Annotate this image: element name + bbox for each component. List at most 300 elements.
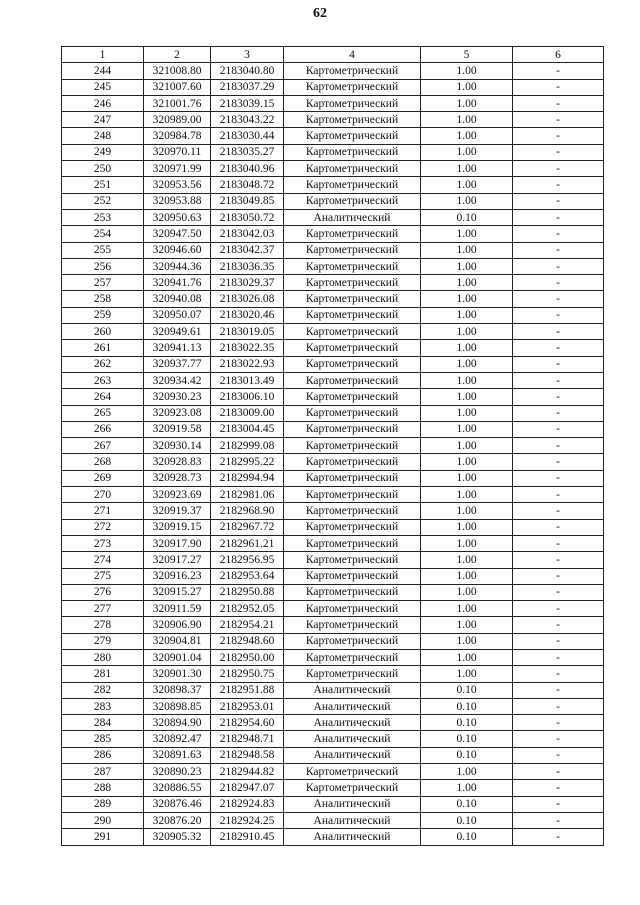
note-cell: -	[513, 535, 604, 551]
x-coordinate-cell: 320984.78	[144, 128, 211, 144]
x-coordinate-cell: 320876.46	[144, 796, 211, 812]
accuracy-cell: 1.00	[421, 275, 513, 291]
x-coordinate-cell: 320928.73	[144, 470, 211, 486]
point-number-cell: 285	[62, 731, 144, 747]
method-cell: Картометрический	[284, 438, 421, 454]
method-cell: Картометрический	[284, 258, 421, 274]
y-coordinate-cell: 2183043.22	[211, 112, 284, 128]
table-row	[62, 307, 604, 323]
table-row	[62, 617, 604, 633]
table-row	[62, 340, 604, 356]
point-number-cell: 273	[62, 535, 144, 551]
note-cell: -	[513, 421, 604, 437]
accuracy-cell: 0.10	[421, 796, 513, 812]
y-coordinate-cell: 2182924.25	[211, 812, 284, 828]
column-header-6: 6	[513, 47, 604, 63]
y-coordinate-cell: 2182954.60	[211, 715, 284, 731]
method-cell: Картометрический	[284, 421, 421, 437]
accuracy-cell: 1.00	[421, 780, 513, 796]
note-cell: -	[513, 568, 604, 584]
x-coordinate-cell: 320898.85	[144, 698, 211, 714]
table-row	[62, 829, 604, 845]
y-coordinate-cell: 2183050.72	[211, 209, 284, 225]
note-cell: -	[513, 454, 604, 470]
y-coordinate-cell: 2182951.88	[211, 682, 284, 698]
y-coordinate-cell: 2182953.64	[211, 568, 284, 584]
point-number-cell: 276	[62, 584, 144, 600]
y-coordinate-cell: 2182967.72	[211, 519, 284, 535]
x-coordinate-cell: 320950.07	[144, 307, 211, 323]
x-coordinate-cell: 320898.37	[144, 682, 211, 698]
method-cell: Картометрический	[284, 470, 421, 486]
method-cell: Картометрический	[284, 193, 421, 209]
table-row	[62, 519, 604, 535]
accuracy-cell: 0.10	[421, 812, 513, 828]
table-row	[62, 487, 604, 503]
point-number-cell: 291	[62, 829, 144, 845]
table-row	[62, 796, 604, 812]
note-cell: -	[513, 128, 604, 144]
point-number-cell: 266	[62, 421, 144, 437]
method-cell: Картометрический	[284, 79, 421, 95]
x-coordinate-cell: 320949.61	[144, 324, 211, 340]
note-cell: -	[513, 470, 604, 486]
x-coordinate-cell: 320905.32	[144, 829, 211, 845]
table-row	[62, 112, 604, 128]
y-coordinate-cell: 2183040.80	[211, 63, 284, 79]
y-coordinate-cell: 2182981.06	[211, 487, 284, 503]
note-cell: -	[513, 812, 604, 828]
note-cell: -	[513, 112, 604, 128]
note-cell: -	[513, 144, 604, 160]
method-cell: Картометрический	[284, 617, 421, 633]
table-row	[62, 389, 604, 405]
point-number-cell: 282	[62, 682, 144, 698]
point-number-cell: 287	[62, 764, 144, 780]
point-number-cell: 262	[62, 356, 144, 372]
accuracy-cell: 1.00	[421, 307, 513, 323]
note-cell: -	[513, 649, 604, 665]
accuracy-cell: 0.10	[421, 747, 513, 763]
method-cell: Картометрический	[284, 487, 421, 503]
note-cell: -	[513, 177, 604, 193]
accuracy-cell: 1.00	[421, 552, 513, 568]
y-coordinate-cell: 2182956.95	[211, 552, 284, 568]
table-row	[62, 291, 604, 307]
table-row	[62, 535, 604, 551]
table-row	[62, 193, 604, 209]
note-cell: -	[513, 372, 604, 388]
note-cell: -	[513, 764, 604, 780]
y-coordinate-cell: 2183004.45	[211, 421, 284, 437]
y-coordinate-cell: 2182948.58	[211, 747, 284, 763]
method-cell: Картометрический	[284, 568, 421, 584]
y-coordinate-cell: 2182950.00	[211, 649, 284, 665]
y-coordinate-cell: 2183037.29	[211, 79, 284, 95]
column-header-4: 4	[284, 47, 421, 63]
note-cell: -	[513, 438, 604, 454]
method-cell: Картометрический	[284, 584, 421, 600]
table-row	[62, 649, 604, 665]
x-coordinate-cell: 320930.23	[144, 389, 211, 405]
y-coordinate-cell: 2183042.03	[211, 226, 284, 242]
table-row	[62, 258, 604, 274]
accuracy-cell: 1.00	[421, 242, 513, 258]
x-coordinate-cell: 320941.13	[144, 340, 211, 356]
accuracy-cell: 1.00	[421, 161, 513, 177]
table-row	[62, 438, 604, 454]
method-cell: Картометрический	[284, 633, 421, 649]
y-coordinate-cell: 2182961.21	[211, 535, 284, 551]
y-coordinate-cell: 2183013.49	[211, 372, 284, 388]
y-coordinate-cell: 2183020.46	[211, 307, 284, 323]
point-number-cell: 277	[62, 601, 144, 617]
x-coordinate-cell: 320950.63	[144, 209, 211, 225]
x-coordinate-cell: 320901.30	[144, 666, 211, 682]
y-coordinate-cell: 2182910.45	[211, 829, 284, 845]
x-coordinate-cell: 320946.60	[144, 242, 211, 258]
accuracy-cell: 1.00	[421, 649, 513, 665]
point-number-cell: 263	[62, 372, 144, 388]
method-cell: Аналитический	[284, 796, 421, 812]
note-cell: -	[513, 617, 604, 633]
x-coordinate-cell: 321001.76	[144, 95, 211, 111]
point-number-cell: 280	[62, 649, 144, 665]
note-cell: -	[513, 209, 604, 225]
point-number-cell: 253	[62, 209, 144, 225]
table-row	[62, 552, 604, 568]
method-cell: Картометрический	[284, 275, 421, 291]
point-number-cell: 258	[62, 291, 144, 307]
point-number-cell: 259	[62, 307, 144, 323]
method-cell: Картометрический	[284, 63, 421, 79]
accuracy-cell: 1.00	[421, 324, 513, 340]
x-coordinate-cell: 320923.69	[144, 487, 211, 503]
table-row	[62, 144, 604, 160]
note-cell: -	[513, 389, 604, 405]
point-number-cell: 260	[62, 324, 144, 340]
method-cell: Картометрический	[284, 340, 421, 356]
note-cell: -	[513, 666, 604, 682]
point-number-cell: 257	[62, 275, 144, 291]
note-cell: -	[513, 324, 604, 340]
table-row	[62, 63, 604, 79]
x-coordinate-cell: 320911.59	[144, 601, 211, 617]
point-number-cell: 272	[62, 519, 144, 535]
accuracy-cell: 1.00	[421, 519, 513, 535]
table-row	[62, 209, 604, 225]
note-cell: -	[513, 356, 604, 372]
method-cell: Картометрический	[284, 601, 421, 617]
point-number-cell: 246	[62, 95, 144, 111]
accuracy-cell: 1.00	[421, 95, 513, 111]
accuracy-cell: 1.00	[421, 617, 513, 633]
x-coordinate-cell: 320947.50	[144, 226, 211, 242]
note-cell: -	[513, 682, 604, 698]
method-cell: Картометрический	[284, 519, 421, 535]
x-coordinate-cell: 320890.23	[144, 764, 211, 780]
accuracy-cell: 1.00	[421, 112, 513, 128]
table-row	[62, 666, 604, 682]
note-cell: -	[513, 405, 604, 421]
method-cell: Картометрический	[284, 552, 421, 568]
method-cell: Картометрический	[284, 144, 421, 160]
x-coordinate-cell: 320891.63	[144, 747, 211, 763]
y-coordinate-cell: 2182947.07	[211, 780, 284, 796]
accuracy-cell: 1.00	[421, 258, 513, 274]
method-cell: Картометрический	[284, 666, 421, 682]
x-coordinate-cell: 320915.27	[144, 584, 211, 600]
point-number-cell: 290	[62, 812, 144, 828]
note-cell: -	[513, 698, 604, 714]
point-number-cell: 267	[62, 438, 144, 454]
table-row	[62, 503, 604, 519]
y-coordinate-cell: 2182994.94	[211, 470, 284, 486]
note-cell: -	[513, 275, 604, 291]
accuracy-cell: 1.00	[421, 177, 513, 193]
y-coordinate-cell: 2183029.37	[211, 275, 284, 291]
accuracy-cell: 0.10	[421, 209, 513, 225]
accuracy-cell: 0.10	[421, 698, 513, 714]
column-header-1: 1	[62, 47, 144, 63]
y-coordinate-cell: 2182952.05	[211, 601, 284, 617]
accuracy-cell: 0.10	[421, 731, 513, 747]
method-cell: Картометрический	[284, 764, 421, 780]
accuracy-cell: 1.00	[421, 470, 513, 486]
y-coordinate-cell: 2182950.75	[211, 666, 284, 682]
table-row	[62, 568, 604, 584]
table-row	[62, 731, 604, 747]
note-cell: -	[513, 731, 604, 747]
y-coordinate-cell: 2183039.15	[211, 95, 284, 111]
table-row	[62, 324, 604, 340]
x-coordinate-cell: 320940.08	[144, 291, 211, 307]
y-coordinate-cell: 2183049.85	[211, 193, 284, 209]
x-coordinate-cell: 320919.37	[144, 503, 211, 519]
x-coordinate-cell: 320916.23	[144, 568, 211, 584]
table-row	[62, 405, 604, 421]
note-cell: -	[513, 715, 604, 731]
note-cell: -	[513, 193, 604, 209]
method-cell: Картометрический	[284, 112, 421, 128]
note-cell: -	[513, 780, 604, 796]
table-row	[62, 454, 604, 470]
y-coordinate-cell: 2182948.71	[211, 731, 284, 747]
accuracy-cell: 1.00	[421, 405, 513, 421]
table-row	[62, 780, 604, 796]
note-cell: -	[513, 340, 604, 356]
point-number-cell: 249	[62, 144, 144, 160]
point-number-cell: 286	[62, 747, 144, 763]
point-number-cell: 270	[62, 487, 144, 503]
point-number-cell: 245	[62, 79, 144, 95]
point-number-cell: 269	[62, 470, 144, 486]
accuracy-cell: 1.00	[421, 193, 513, 209]
method-cell: Картометрический	[284, 372, 421, 388]
x-coordinate-cell: 320953.56	[144, 177, 211, 193]
point-number-cell: 288	[62, 780, 144, 796]
x-coordinate-cell: 320906.90	[144, 617, 211, 633]
note-cell: -	[513, 829, 604, 845]
accuracy-cell: 1.00	[421, 454, 513, 470]
x-coordinate-cell: 320917.90	[144, 535, 211, 551]
table-row	[62, 79, 604, 95]
table-row	[62, 812, 604, 828]
point-number-cell: 281	[62, 666, 144, 682]
method-cell: Аналитический	[284, 812, 421, 828]
accuracy-cell: 1.00	[421, 128, 513, 144]
method-cell: Картометрический	[284, 324, 421, 340]
accuracy-cell: 1.00	[421, 63, 513, 79]
table-row	[62, 698, 604, 714]
table-row	[62, 715, 604, 731]
accuracy-cell: 0.10	[421, 682, 513, 698]
note-cell: -	[513, 487, 604, 503]
accuracy-cell: 1.00	[421, 372, 513, 388]
method-cell: Картометрический	[284, 649, 421, 665]
x-coordinate-cell: 320941.76	[144, 275, 211, 291]
table-row	[62, 747, 604, 763]
x-coordinate-cell: 321008.80	[144, 63, 211, 79]
y-coordinate-cell: 2182924.83	[211, 796, 284, 812]
point-number-cell: 279	[62, 633, 144, 649]
x-coordinate-cell: 320944.36	[144, 258, 211, 274]
note-cell: -	[513, 747, 604, 763]
x-coordinate-cell: 320892.47	[144, 731, 211, 747]
table-row	[62, 128, 604, 144]
method-cell: Картометрический	[284, 356, 421, 372]
note-cell: -	[513, 796, 604, 812]
point-number-cell: 261	[62, 340, 144, 356]
accuracy-cell: 1.00	[421, 291, 513, 307]
note-cell: -	[513, 584, 604, 600]
method-cell: Аналитический	[284, 698, 421, 714]
accuracy-cell: 1.00	[421, 764, 513, 780]
method-cell: Аналитический	[284, 829, 421, 845]
y-coordinate-cell: 2182995.22	[211, 454, 284, 470]
note-cell: -	[513, 226, 604, 242]
accuracy-cell: 1.00	[421, 421, 513, 437]
y-coordinate-cell: 2183006.10	[211, 389, 284, 405]
note-cell: -	[513, 79, 604, 95]
point-number-cell: 264	[62, 389, 144, 405]
table-row	[62, 601, 604, 617]
y-coordinate-cell: 2183022.93	[211, 356, 284, 372]
table-row	[62, 95, 604, 111]
x-coordinate-cell: 320970.11	[144, 144, 211, 160]
y-coordinate-cell: 2182944.82	[211, 764, 284, 780]
accuracy-cell: 1.00	[421, 340, 513, 356]
method-cell: Картометрический	[284, 780, 421, 796]
method-cell: Картометрический	[284, 454, 421, 470]
method-cell: Картометрический	[284, 177, 421, 193]
accuracy-cell: 1.00	[421, 389, 513, 405]
x-coordinate-cell: 321007.60	[144, 79, 211, 95]
method-cell: Картометрический	[284, 291, 421, 307]
x-coordinate-cell: 320923.08	[144, 405, 211, 421]
point-number-cell: 254	[62, 226, 144, 242]
point-number-cell: 283	[62, 698, 144, 714]
x-coordinate-cell: 320989.00	[144, 112, 211, 128]
y-coordinate-cell: 2183009.00	[211, 405, 284, 421]
point-number-cell: 251	[62, 177, 144, 193]
table-row	[62, 275, 604, 291]
accuracy-cell: 1.00	[421, 226, 513, 242]
x-coordinate-cell: 320953.88	[144, 193, 211, 209]
x-coordinate-cell: 320928.83	[144, 454, 211, 470]
coordinates-table	[61, 46, 604, 846]
note-cell: -	[513, 161, 604, 177]
y-coordinate-cell: 2183042.37	[211, 242, 284, 258]
y-coordinate-cell: 2183048.72	[211, 177, 284, 193]
x-coordinate-cell: 320919.15	[144, 519, 211, 535]
note-cell: -	[513, 242, 604, 258]
method-cell: Аналитический	[284, 715, 421, 731]
y-coordinate-cell: 2182948.60	[211, 633, 284, 649]
x-coordinate-cell: 320876.20	[144, 812, 211, 828]
point-number-cell: 284	[62, 715, 144, 731]
point-number-cell: 255	[62, 242, 144, 258]
method-cell: Аналитический	[284, 682, 421, 698]
accuracy-cell: 1.00	[421, 79, 513, 95]
note-cell: -	[513, 258, 604, 274]
table-row	[62, 421, 604, 437]
table-row	[62, 177, 604, 193]
x-coordinate-cell: 320886.55	[144, 780, 211, 796]
note-cell: -	[513, 633, 604, 649]
column-header-5: 5	[421, 47, 513, 63]
note-cell: -	[513, 601, 604, 617]
x-coordinate-cell: 320937.77	[144, 356, 211, 372]
accuracy-cell: 1.00	[421, 503, 513, 519]
column-header-3: 3	[211, 47, 284, 63]
method-cell: Картометрический	[284, 405, 421, 421]
point-number-cell: 275	[62, 568, 144, 584]
note-cell: -	[513, 63, 604, 79]
x-coordinate-cell: 320917.27	[144, 552, 211, 568]
accuracy-cell: 1.00	[421, 356, 513, 372]
column-header-2: 2	[144, 47, 211, 63]
table-row	[62, 764, 604, 780]
accuracy-cell: 1.00	[421, 535, 513, 551]
point-number-cell: 274	[62, 552, 144, 568]
method-cell: Картометрический	[284, 535, 421, 551]
x-coordinate-cell: 320904.81	[144, 633, 211, 649]
note-cell: -	[513, 307, 604, 323]
accuracy-cell: 1.00	[421, 601, 513, 617]
accuracy-cell: 1.00	[421, 144, 513, 160]
note-cell: -	[513, 552, 604, 568]
table-row	[62, 682, 604, 698]
x-coordinate-cell: 320930.14	[144, 438, 211, 454]
method-cell: Аналитический	[284, 747, 421, 763]
accuracy-cell: 0.10	[421, 829, 513, 845]
x-coordinate-cell: 320919.58	[144, 421, 211, 437]
y-coordinate-cell: 2182950.88	[211, 584, 284, 600]
method-cell: Картометрический	[284, 242, 421, 258]
table-row	[62, 633, 604, 649]
table-body	[62, 63, 604, 845]
y-coordinate-cell: 2183019.05	[211, 324, 284, 340]
y-coordinate-cell: 2182968.90	[211, 503, 284, 519]
method-cell: Картометрический	[284, 128, 421, 144]
point-number-cell: 271	[62, 503, 144, 519]
table-row	[62, 242, 604, 258]
point-number-cell: 265	[62, 405, 144, 421]
y-coordinate-cell: 2183026.08	[211, 291, 284, 307]
y-coordinate-cell: 2183030.44	[211, 128, 284, 144]
table-row	[62, 372, 604, 388]
